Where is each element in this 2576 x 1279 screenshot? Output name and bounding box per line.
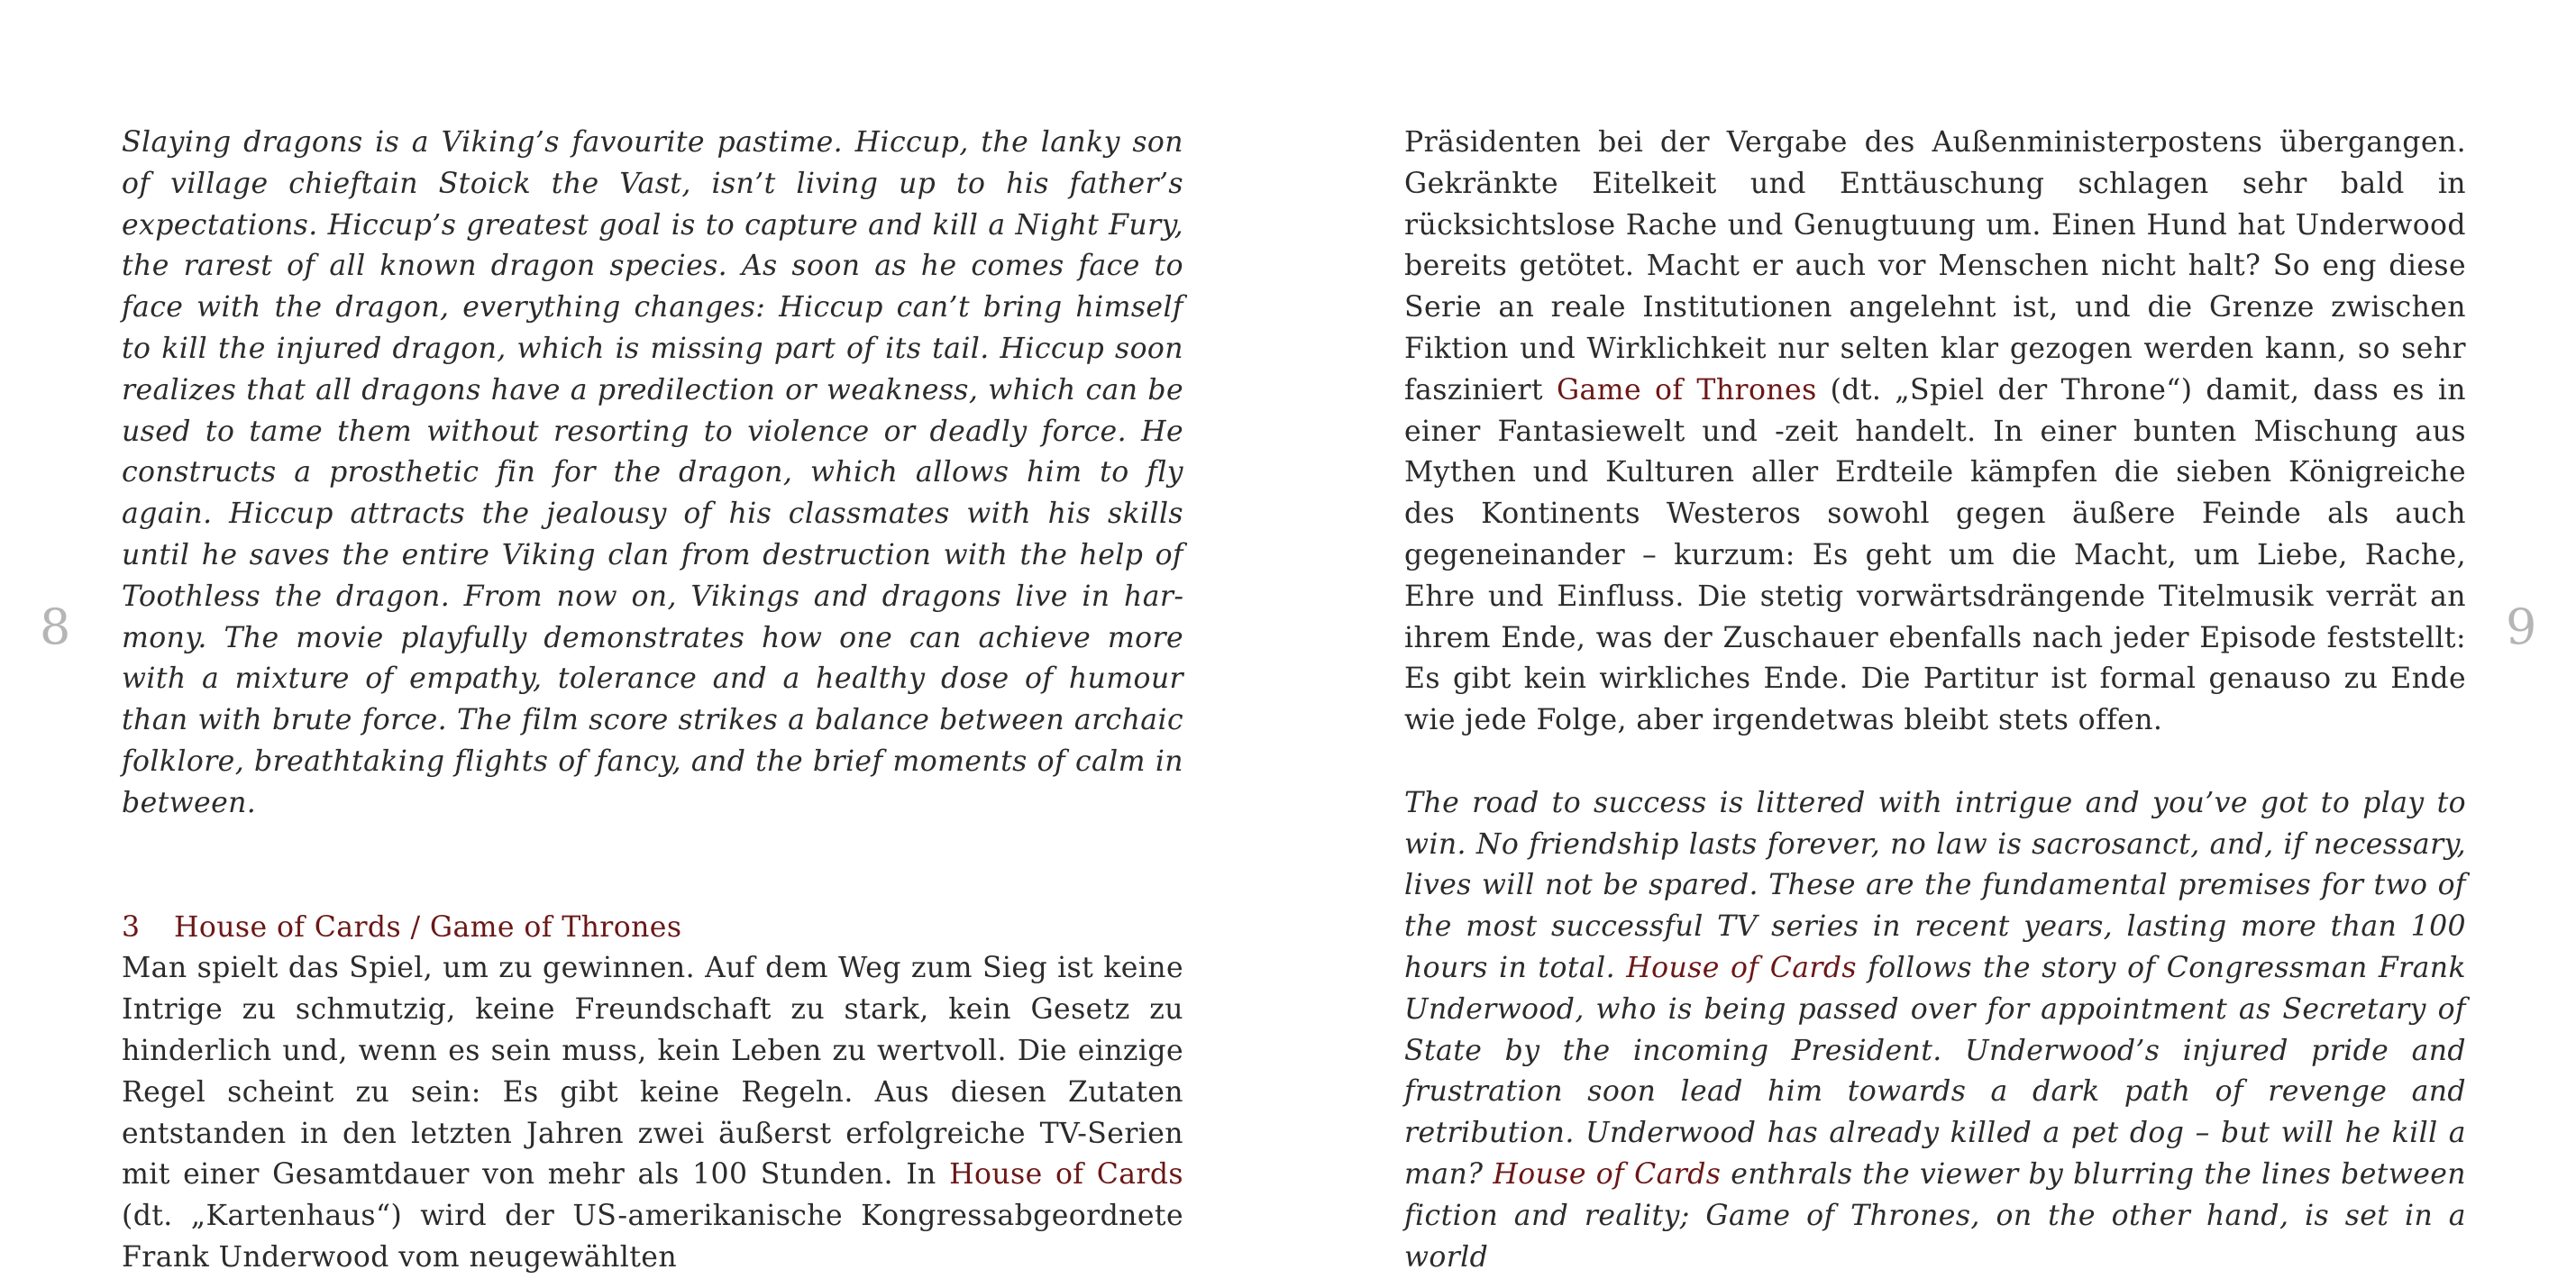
- game-of-thrones-title-de: Game of Thrones: [1556, 373, 1817, 407]
- german-continuation-part-1: Präsidenten bei der Vergabe des Außenministerpostens übergangen. Gekränkte Eitelkeit und Enttäuschung schlagen sehr bald in rücksichtslose Rache und Genugtuung um. Einen Hund hat Underwood bereits getötet. Macht er auch vor Menschen nicht halt? So eng diese Serie an reale Institutionen angelehnt ist, und die Grenze zwischen Fiktion und Wirklichkeit nur selten klar gezogen werden kann, so sehr fasziniert: [1404, 126, 2466, 407]
- right-page: [1404, 123, 2466, 1278]
- page-number-left: 8: [40, 598, 71, 655]
- german-text-part-1: Man spielt das Spiel, um zu gewinnen. Auf dem Weg zum Sieg ist keine Intrige zu schmutzig, keine Freundschaft zu stark, kein Gesetz zu hinderlich und, wenn es sein muss, kein Leben zu wertvoll. Die einzige Regel scheint zu sein: Es gibt keine Regeln. Aus diesen Zutaten entstanden in den letzten Jahren zwei äußerst erfolgreiche TV-Serien mit einer Gesamtdauer von mehr als 100 Stunden. In: [122, 952, 1183, 1192]
- english-text-part-1: The road to success is littered with intrigue and you’ve got to play to win. No friendship lasts forever, no law is sacrosanct, and, if necessary, lives will not be spared. These are the fundamental premises for two of the most successful TV series in recent years, lasting more than 100 hours in total.: [1404, 786, 2466, 984]
- english-intro-paragraph: Slaying dragons is a Viking’s favourite pastime. Hiccup, the lanky son of village chieftain Stoick the Vast, isn’t living up to his father’s expectations. Hiccup’s greatest goal is to capture and kill a Night Fury, the rarest of all known dragon species. As soon as he comes face to face with the dragon, everything changes: Hiccup can’t bring himself to kill the injured dragon, which is missing part of its tail. Hiccup soon realizes that all dragons have a predilection or weakness, which can be used to tame them without resorting to violence or deadly force. He constructs a prosthetic fin for the dragon, which allows him to fly again. Hiccup attracts the jealousy of his classmates with his skills until he saves the entire Viking clan from destruction with the help of Toothless the dragon. From now on, Vikings and dragons live in harmony. The movie playfully demonstrates how one can achieve more with a mixture of empathy, tolerance and a healthy dose of humour than with brute force. The film score strikes a balance between archaic folklore, breathtaking flights of fancy, and the brief moments of calm in between.: [122, 126, 1183, 819]
- left-page: [122, 123, 1183, 1279]
- house-of-cards-title-en-1: House of Cards: [1626, 951, 1857, 984]
- english-text-part-3: enthrals the viewer by blurring the lines between fiction and reality; Game of Thrones, on the other hand, is set in a world: [1404, 1157, 2466, 1274]
- page-number-right: 9: [2506, 598, 2537, 655]
- english-paragraph-right: [1404, 783, 2466, 1279]
- section-title: House of Cards / Game of Thrones: [174, 910, 682, 944]
- german-continuation-part-2: (dt. „Spiel der Throne“) damit, dass es in einer Fantasiewelt und -zeit handelt. In einer bunten Mischung aus Mythen und Kulturen aller Erdteile kämpfen die sieben Königreiche des Kontinents Westeros sowohl gegen äußere Feinde als auch gegeneinander – kurzum: Es geht um die Macht, um Liebe, Rache, Ehre und Einfluss. Die stetig vorwärtsdrängende Titelmusik verrät an ihrem Ende, was der Zuschauer ebenfalls nach jeder Episode feststellt: Es gibt kein wirkliches Ende. Die Partitur ist formal genauso zu Ende wie jede Folge, aber irgendetwas bleibt stets offen.: [1404, 373, 2466, 737]
- english-text-part-2: follows the story of Congressman Frank Underwood, who is being passed over for appointment as Secretary of State by the incoming President. Underwood’s injured pride and frustration soon lead him towards a dark path of revenge and retribution. Underwood has already killed a pet dog – but will he kill a man?: [1404, 951, 2466, 1191]
- german-text-part-2: (dt. „Kartenhaus“) wird der US-amerikanische Kongressabgeordnete Frank Underwood vom neugewählten: [122, 1200, 1183, 1274]
- section-heading: [122, 908, 1183, 949]
- paragraph-gap: [1404, 742, 2466, 783]
- house-of-cards-title-de: House of Cards: [949, 1158, 1183, 1192]
- section-number: 3: [122, 910, 141, 944]
- house-of-cards-title-en-2: House of Cards: [1493, 1157, 1722, 1191]
- german-paragraph-right: [1404, 123, 2466, 742]
- german-paragraph-left: [122, 948, 1183, 1278]
